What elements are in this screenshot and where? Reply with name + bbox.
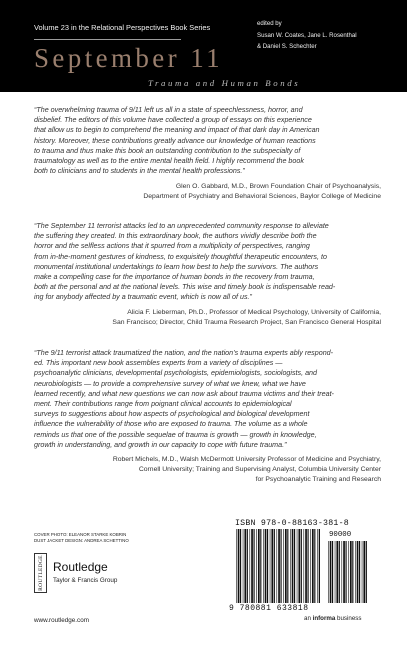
barcode-bar: [335, 541, 336, 603]
barcode-bar: [250, 529, 251, 603]
barcode-bar: [362, 541, 363, 603]
book-subtitle: Trauma and Human Bonds: [148, 78, 301, 88]
barcode-bar: [244, 529, 246, 603]
attribution-line: Robert Michels, M.D., Walsh McDermott University Professor of Medicine and Psychiatry,: [112, 456, 381, 463]
quote-line: “The September 11 terrorist attacks led to an unprecedented community response to alleviate: [34, 222, 329, 230]
barcode-bar: [260, 529, 261, 603]
barcode-bar: [278, 529, 280, 603]
quote-line: reminds us that one of the possible sequelae of trauma is growth — growth in knowledge,: [34, 430, 317, 439]
quote-line: ment. Their contributions range from poignant clinical accounts to epidemiological: [34, 400, 292, 409]
barcode-bar: [251, 529, 253, 603]
barcode-bar: [281, 529, 282, 603]
barcode-bar: [348, 541, 349, 603]
quote-line: history. Moreover, these contributions greatly advance our knowledge of human reactions: [34, 136, 316, 145]
barcode-bar: [332, 541, 333, 603]
barcode-bar: [287, 529, 288, 603]
quote-line: to trauma and thus make this book an outstanding contribution to the subspecialty of: [34, 146, 301, 155]
barcode-bar: [270, 529, 271, 603]
barcode-bar: [310, 529, 311, 603]
cover-photo-credit: COVER PHOTO: ELEANOR STARKE KOBRIN: [34, 532, 127, 537]
attribution-line: San Francisco; Director, Child Trauma Research Project, San Francisco General Hospital: [112, 319, 381, 327]
quote-line: both at the personal and at the national levels. This wise and timely book is indispensable read-: [34, 283, 336, 292]
barcode-bar: [366, 541, 367, 603]
barcode-bar: [283, 529, 284, 603]
barcode-bar: [308, 529, 309, 603]
quote-line: monumental institutional undertakings to learn how best to help the survivors. The authors: [34, 262, 319, 271]
header-band: [0, 0, 407, 92]
attribution-line: for Psychoanalytic Training and Research: [255, 476, 381, 484]
barcode-bar: [305, 529, 307, 603]
publisher-name: Routledge: [53, 560, 108, 574]
quote-line: learned recently, and what new questions we can now ask about trauma victims and their treat-: [34, 389, 334, 398]
barcode-bar: [304, 529, 305, 603]
editors-block: [257, 18, 357, 53]
barcode-bar: [352, 541, 353, 603]
quote-line: traumatology as well as to the entire mental health field. I highly recommend the book: [34, 157, 304, 166]
barcode-bar: [236, 529, 237, 603]
barcode-bar: [328, 541, 329, 603]
isbn-label: ISBN 978-0-88163-381-8: [235, 519, 349, 528]
routledge-logo: [34, 553, 47, 593]
barcode-bar: [243, 529, 244, 603]
barcode-bar: [274, 529, 275, 603]
price-code: 90000: [329, 531, 352, 539]
barcode-bar: [319, 529, 320, 603]
quote-line: both to clinicians and to students in the mental health professions.”: [34, 167, 245, 176]
barcode-bar: [350, 541, 352, 603]
barcode-bar: [238, 529, 240, 603]
editors-names-1: Susan W. Coates, Jane L. Rosenthal: [257, 31, 357, 39]
barcode-bar: [330, 541, 332, 603]
quote-line: from in-the-moment gestures of kindness, to exquisitely thoughtful therapeutic encounters, to: [34, 252, 327, 261]
barcode-bar: [363, 541, 365, 603]
barcode-bar: [301, 529, 302, 603]
attribution-line: Alicia F. Lieberman, Ph.D., Professor of Medical Psychology, University of California,: [127, 309, 381, 316]
quote-line: that allow us to begin to comprehend the meaning and impact of that dark day in American: [34, 126, 320, 135]
barcode-bar: [359, 541, 360, 603]
barcode-bar: [285, 529, 287, 603]
attribution-line: Cornell University; Training and Supervising Analyst, Columbia University Center: [138, 466, 381, 474]
quote-line: ing for anybody affected by a traumatic event, which is now all of us.”: [34, 293, 252, 302]
barcode-bar: [343, 541, 345, 603]
endorsement-quote: [34, 105, 382, 176]
series-line: Volume 23 in the Relational Perspectives Book Series: [34, 23, 211, 32]
quote-line: disbelief. The editors of this volume have collected a group of essays on this experience: [34, 116, 312, 125]
quote-line: “The 9/11 terrorist attack traumatized the nation, and the nation’s trauma experts ably respond-: [34, 349, 334, 357]
endorsement-attribution: [143, 182, 381, 202]
barcode-bar: [317, 529, 318, 603]
quote-line: horror and the selfless actions that it spurred from a multiplicity of perspectives, ranging: [34, 242, 310, 251]
barcode-bar: [271, 529, 273, 603]
barcode-bar: [339, 541, 340, 603]
barcode-bar: [357, 541, 359, 603]
barcode-bar: [297, 529, 298, 603]
quote-line: ed. This important new book assembles experts from a variety of disciplines —: [34, 359, 283, 368]
barcode-bar: [346, 541, 347, 603]
editors-label: edited by: [257, 20, 282, 27]
jacket-design-credit: DUST JACKET DESIGN: ANDREA SCHETTINO: [34, 538, 129, 544]
quote-line: the suffering they created. In this extraordinary book, the authors vividly describe both the: [34, 232, 317, 241]
cover-credits: [34, 532, 129, 545]
publisher-website: www.routledge.com: [34, 617, 89, 624]
header-rule: [34, 39, 181, 40]
informa-prefix: an: [304, 615, 313, 622]
endorsement-attribution: [113, 455, 381, 486]
barcode-bar: [312, 529, 314, 603]
barcode-bar: [256, 529, 257, 603]
quote-line: psychoanalytic clinicians, developmental psychologists, epidemiologists, sociologists, and: [34, 369, 317, 378]
barcode-bar: [290, 529, 291, 603]
ean-number: 9 780881 633818: [229, 604, 309, 613]
barcode-bar: [258, 529, 260, 603]
barcode-bar: [277, 529, 278, 603]
barcode-bar: [292, 529, 294, 603]
barcode-bar: [247, 529, 248, 603]
quote-line: “The overwhelming trauma of 9/11 left us all in a state of speechlessness, horror, and: [34, 106, 303, 114]
isbn-barcode: [228, 529, 371, 614]
quote-line: growth in understanding, and growth in our capacity to cope with future trauma.”: [34, 440, 287, 449]
barcode-bar: [263, 529, 264, 603]
logo-text: ROUTLEDGE: [37, 555, 44, 591]
barcode-bar: [314, 529, 315, 603]
barcode-bar: [294, 529, 295, 603]
barcode-bar: [254, 529, 255, 603]
book-title: September 11: [34, 43, 224, 73]
attribution-line: Glen O. Gabbard, M.D., Brown Foundation Chair of Psychoanalysis,: [175, 183, 381, 190]
quote-line: neurobiologists — to provide a comprehensive survey of what we knew, what we have: [34, 379, 306, 388]
barcode-bar: [298, 529, 300, 603]
barcode-bar: [355, 541, 356, 603]
quote-line: influence the vulnerability of those who are exposed to trauma. The volume as a whole: [34, 420, 308, 429]
endorsement-quote: [34, 221, 382, 303]
informa-business-line: [304, 615, 361, 622]
barcode-bar: [267, 529, 268, 603]
endorsement-attribution: [112, 308, 381, 328]
barcode-bar: [342, 541, 343, 603]
barcode-bar: [336, 541, 338, 603]
quote-line: surveys to suggestions about how aspects of psychological and biological development: [34, 410, 310, 419]
barcode-bar: [240, 529, 241, 603]
barcode-bar: [265, 529, 267, 603]
editors-names-2: & Daniel S. Schechter: [257, 43, 317, 51]
quote-line: make a compelling case for the importance of human bonds in the recovery from trauma,: [34, 273, 315, 282]
informa-suffix: business: [335, 615, 362, 622]
endorsement-quote: [34, 348, 382, 450]
informa-brand: informa: [312, 615, 336, 622]
attribution-line: Department of Psychiatry and Behavioral Sciences, Baylor College of Medicine: [143, 193, 381, 201]
publisher-group: Taylor & Francis Group: [53, 577, 118, 584]
